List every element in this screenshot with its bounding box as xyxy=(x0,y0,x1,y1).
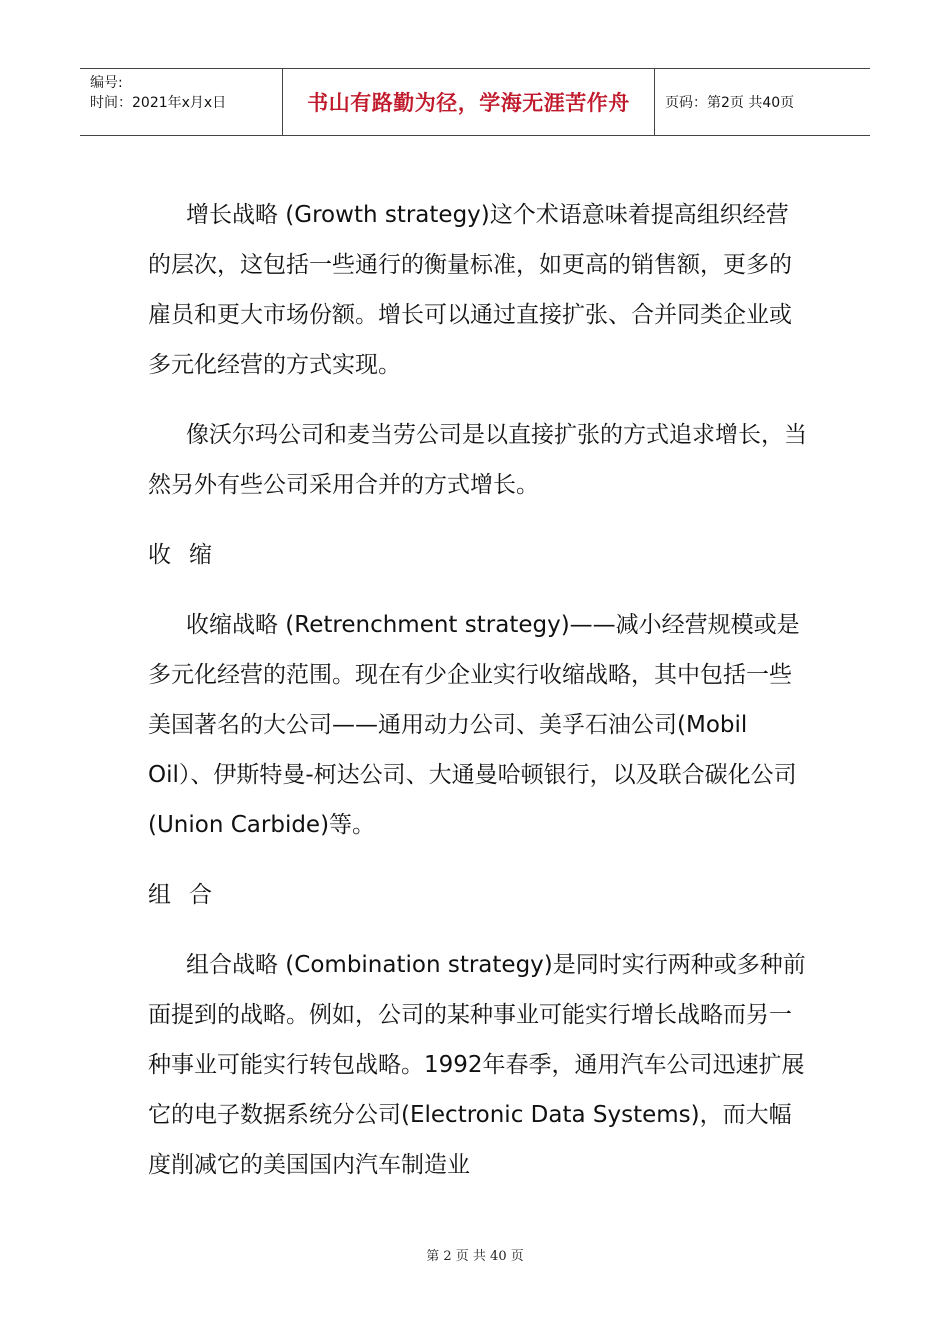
page-header xyxy=(80,68,870,136)
document-number-label: 编号: xyxy=(90,75,123,91)
page-footer: 第 2 页 共 40 页 xyxy=(426,1249,524,1264)
document-time: 时间：2021年x月x日 xyxy=(90,95,227,111)
document-body xyxy=(148,190,808,1210)
paragraph-retrenchment: 收缩战略 (Retrenchment strategy)——减小经营规模或是多元化经营的范围。现在有少企业实行收缩战略，其中包括一些美国著名的大公司——通用动力公司、美孚石油公司(Mobil Oil）、伊斯特曼-柯达公司、大通曼哈顿银行，以及联合碳化公司(Union Carbide)等。 xyxy=(148,612,800,838)
paragraph-combination: 组合战略 (Combination strategy)是同时实行两种或多种前面提到的战略。例如，公司的某种事业可能实行增长战略而另一种事业可能实行转包战略。1992年春季，通用汽车公司迅速扩展它的电子数据系统分公司(Electronic Data Systems)，而大幅度削减它的美国国内汽车制造业 xyxy=(148,952,806,1178)
section-heading-retrenchment: 收缩 xyxy=(148,542,230,568)
section-heading-combination: 组合 xyxy=(148,882,230,908)
paragraph-growth: 增长战略 (Growth strategy)这个术语意味着提高组织经营的层次，这包括一些通行的衡量标准，如更高的销售额，更多的雇员和更大市场份额。增长可以通过直接扩张、合并同类企业或多元化经营的方式实现。 xyxy=(148,202,792,378)
paragraph-growth-examples: 像沃尔玛公司和麦当劳公司是以直接扩张的方式追求增长，当然另外有些公司采用合并的方式增长。 xyxy=(148,422,807,498)
header-meta xyxy=(80,69,283,135)
header-page-info: 页码：第2页 共40页 xyxy=(665,95,795,111)
header-motto-cell xyxy=(283,69,655,135)
header-motto: 书山有路勤为径，学海无涯苦作舟 xyxy=(307,91,630,115)
